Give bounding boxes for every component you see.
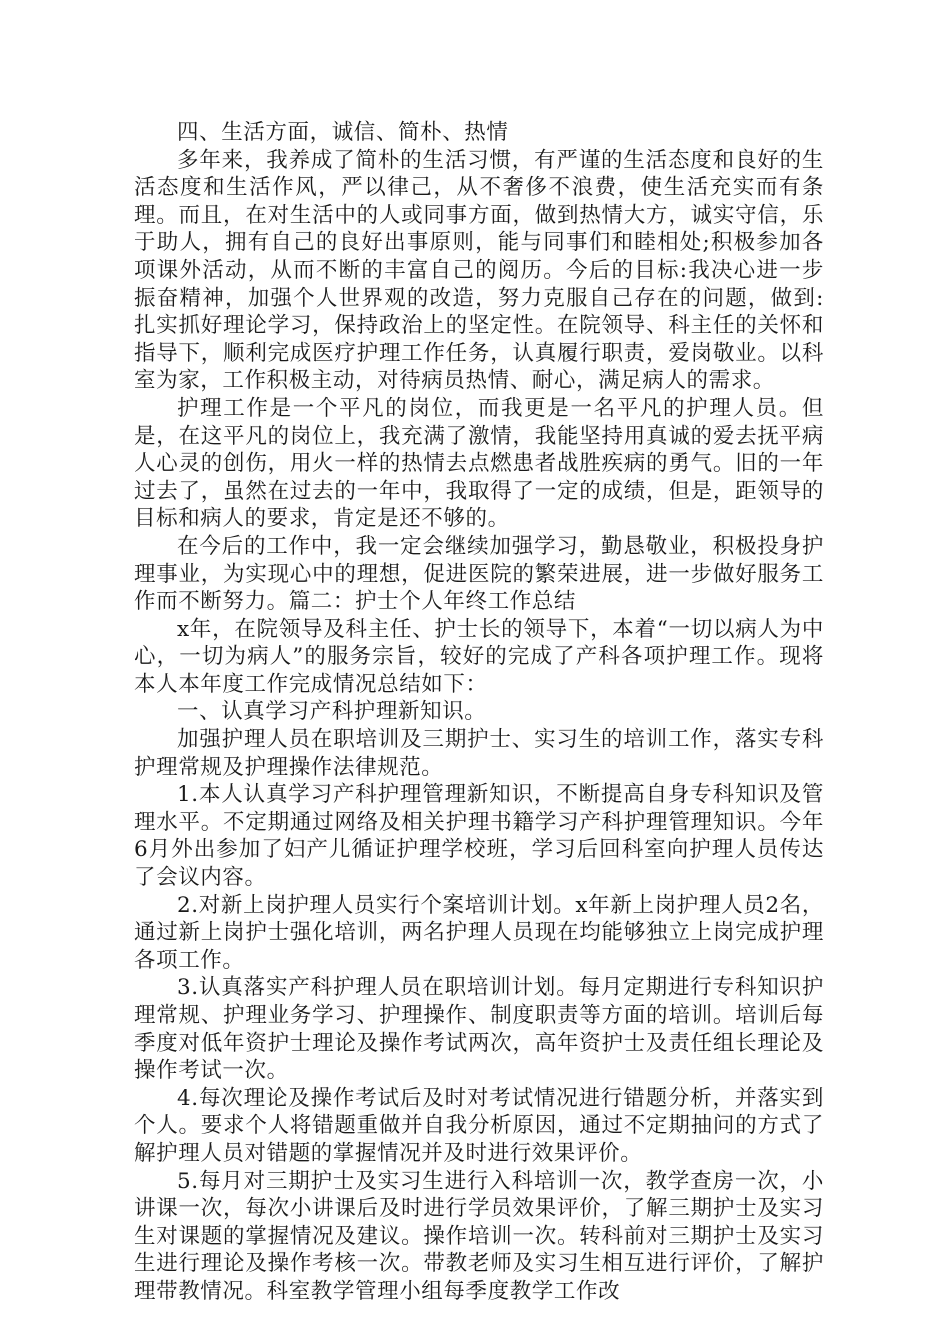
section-heading-study: 一、认真学习产科护理新知识。	[177, 699, 487, 725]
list-item-1: 1.本人认真学习产科护理管理新知识，不断提高自身专科知识及管理水平。不定期通过网络及相关护理书籍学习产科护理管理知识。今年6月外出参加了妇产儿循证护理学校班，学习后回科室向护理人员传达了会议内容。	[134, 782, 824, 891]
list-item-3: 3.认真落实产科护理人员在职培训计划。每月定期进行专科知识护理常规、护理业务学习、护理操作、制度职责等方面的培训。培训后每季度对低年资护士理论及操作考试两次，高年资护士及责任组长理论及操作考试一次。	[134, 975, 824, 1084]
list-item-2: 2.对新上岗护理人员实行个案培训计划。x年新上岗护理人员2名，通过新上岗护士强化培训，两名护理人员现在均能够独立上岗完成护理各项工作。	[134, 892, 824, 973]
list-item-4: 4.每次理论及操作考试后及时对考试情况进行错题分析，并落实到个人。要求个人将错题重做并自我分析原因，通过不定期抽问的方式了解护理人员对错题的掌握情况并及时进行效果评价。	[134, 1085, 824, 1166]
list-item-5: 5.每月对三期护士及实习生进行入科培训一次，教学查房一次，小讲课一次，每次小讲课后及时进行学员效果评价，了解三期护士及实习生对课题的掌握情况及建议。操作培训一次。转科前对三期护士及实习生进行理论及操作考核一次。带教老师及实习生相互进行评价，了解护理带教情况。科室教学管理小组每季度教学工作改	[134, 1168, 824, 1304]
document-body	[134, 119, 824, 1306]
paragraph-life-habits: 多年来，我养成了简朴的生活习惯，有严谨的生活态度和良好的生活态度和生活作风，严以律己，从不奢侈不浪费，使生活充实而有条理。而且，在对生活中的人或同事方面，做到热情大方，诚实守信，乐于助人，拥有自己的良好出事原则，能与同事们和睦相处;积极参加各项课外活动，从而不断的丰富自己的阅历。今后的目标:我决心进一步振奋精神，加强个人世界观的改造，努力克服自己存在的问题，做到:扎实抓好理论学习，保持政治上的坚定性。在院领导、科主任的关怀和指导下，顺利完成医疗护理工作任务，认真履行职责，爱岗敬业。以科室为家，工作积极主动，对待病员热情、耐心，满足病人的需求。	[134, 147, 824, 394]
section-heading-life: 四、生活方面，诚信、简朴、热情	[177, 120, 509, 145]
paragraph-future-work: 在今后的工作中，我一定会继续加强学习，勤恳敬业，积极投身护理事业，为实现心中的理想，促进医院的繁荣进展，进一步做好服务工作而不断努力。篇二：护士个人年终工作总结	[134, 533, 824, 615]
paragraph-training: 加强护理人员在职培训及三期护士、实习生的培训工作，落实专科护理常规及护理操作法律规范。	[134, 727, 824, 780]
paragraph-year-intro: x年，在院领导及科主任、护士长的领导下，本着“一切以病人为中心，一切为病人”的服务宗旨，较好的完成了产科各项护理工作。现将本人本年度工作完成情况总结如下：	[134, 616, 824, 697]
paragraph-nursing-work: 护理工作是一个平凡的岗位，而我更是一名平凡的护理人员。但是，在这平凡的岗位上，我充满了激情，我能坚持用真诚的爱去抚平病人心灵的创伤，用火一样的热情去点燃患者战胜疾病的勇气。旧的一年过去了，虽然在过去的一年中，我取得了一定的成绩，但是，距领导的目标和病人的要求，肯定是还不够的。	[134, 395, 824, 532]
